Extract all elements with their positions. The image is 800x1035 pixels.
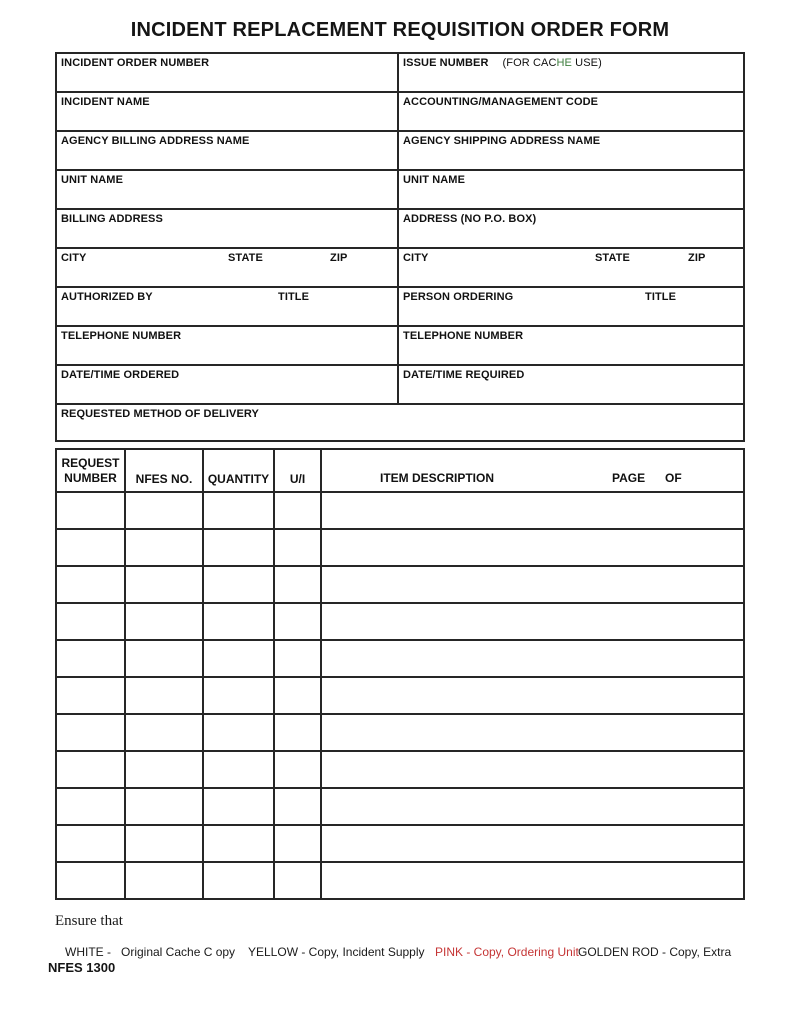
item-row [57,528,743,565]
header-label: NUMBER [64,470,117,485]
item-cell-c1 [57,567,126,602]
item-cell-c3 [204,641,275,676]
header-label: NFES NO. [135,472,193,486]
item-cell-c4 [275,567,322,602]
header-of-label: OF [665,471,682,485]
items-table-rows [57,491,743,898]
item-cell-c2 [126,789,204,824]
item-cell-c2 [126,604,204,639]
field-label: INCIDENT ORDER NUMBER [61,57,210,69]
item-cell-c3 [204,530,275,565]
header-label: QUANTITY [207,472,270,486]
item-cell-c5 [322,826,743,861]
item-cell-c5 [322,530,743,565]
field-billing-address [57,210,399,247]
item-cell-c2 [126,678,204,713]
item-row [57,602,743,639]
field-unit-name-right [399,171,743,208]
header-label: U/I [289,472,306,486]
field-label: DATE/TIME ORDERED [61,369,180,381]
item-cell-c3 [204,752,275,787]
item-row [57,861,743,898]
note-part: (FOR CAC [502,57,557,69]
item-cell-c1 [57,678,126,713]
item-cell-c5 [322,678,743,713]
item-cell-c4 [275,863,322,898]
field-row [57,132,743,171]
item-cell-c2 [126,530,204,565]
item-cell-c1 [57,789,126,824]
field-label: ADDRESS (NO P.O. BOX) [403,213,537,225]
item-row [57,713,743,750]
field-label: AGENCY SHIPPING ADDRESS NAME [403,135,601,147]
copy-legend-white: WHITE - Original Cache C opy [65,945,236,959]
header-request-number [57,450,126,491]
field-row [57,366,743,405]
item-row [57,750,743,787]
item-cell-c3 [204,678,275,713]
item-row [57,787,743,824]
field-label: ZIP [330,252,348,264]
item-cell-c1 [57,604,126,639]
field-unit-name-left [57,171,399,208]
field-row [57,210,743,249]
field-label: CITY [403,252,429,264]
field-label: INCIDENT NAME [61,96,150,108]
field-label: ZIP [688,252,706,264]
field-shipping-address [399,210,743,247]
item-cell-c4 [275,493,322,528]
item-cell-c5 [322,493,743,528]
field-label: REQUESTED METHOD OF DELIVERY [61,408,259,420]
header-ui [275,450,322,491]
item-row [57,491,743,528]
item-cell-c1 [57,493,126,528]
item-cell-c2 [126,567,204,602]
item-cell-c3 [204,493,275,528]
item-cell-c2 [126,826,204,861]
field-row [57,288,743,327]
items-table-header [57,450,743,491]
field-label: UNIT NAME [61,174,124,186]
item-row [57,639,743,676]
item-cell-c4 [275,604,322,639]
header-nfes-no [126,450,204,491]
field-city-state-zip-left [57,249,399,286]
item-cell-c1 [57,715,126,750]
item-cell-c1 [57,863,126,898]
item-cell-c3 [204,863,275,898]
copy-legend-goldenrod: GOLDEN ROD - Copy, Extra [578,945,732,959]
item-cell-c4 [275,789,322,824]
field-label: TITLE [645,291,677,303]
field-label: ACCOUNTING/MANAGEMENT CODE [403,96,599,108]
item-cell-c3 [204,715,275,750]
item-cell-c4 [275,678,322,713]
field-authorized-by [57,288,399,325]
field-label: TELEPHONE NUMBER [403,330,524,342]
item-cell-c2 [126,493,204,528]
field-label: STATE [228,252,263,264]
cache-use-note [503,57,602,69]
header-quantity [204,450,275,491]
field-datetime-required [399,366,743,403]
item-cell-c1 [57,530,126,565]
header-item-description [322,450,743,491]
header-label: REQUEST [61,455,120,470]
field-label: UNIT NAME [403,174,466,186]
item-cell-c5 [322,604,743,639]
field-label: ISSUE NUMBER [403,57,489,69]
field-label: STATE [595,252,630,264]
item-cell-c5 [322,789,743,824]
item-cell-c1 [57,752,126,787]
field-row [57,249,743,288]
header-label: ITEM DESCRIPTION [380,471,495,485]
field-label: AUTHORIZED BY [61,291,153,303]
item-cell-c4 [275,530,322,565]
page-title: INCIDENT REPLACEMENT REQUISITION ORDER FORM [130,19,670,41]
item-cell-c2 [126,715,204,750]
item-cell-c5 [322,752,743,787]
item-cell-c3 [204,604,275,639]
header-page-label: PAGE [612,471,646,485]
field-accounting-code [399,93,743,130]
field-delivery-method [57,405,743,440]
item-cell-c4 [275,752,322,787]
field-row-delivery [57,405,743,440]
item-cell-c5 [322,641,743,676]
field-telephone-left [57,327,399,364]
field-label: PERSON ORDERING [403,291,514,303]
item-cell-c1 [57,641,126,676]
item-row [57,676,743,713]
item-cell-c5 [322,715,743,750]
field-label: TITLE [278,291,310,303]
item-cell-c5 [322,863,743,898]
item-cell-c3 [204,789,275,824]
field-label: AGENCY BILLING ADDRESS NAME [61,135,250,147]
item-cell-c4 [275,826,322,861]
item-cell-c4 [275,641,322,676]
note-part: USE) [572,57,602,69]
copy-legend-yellow: YELLOW - Copy, Incident Supply [248,945,425,959]
field-label: TELEPHONE NUMBER [61,330,182,342]
field-telephone-right [399,327,743,364]
field-row [57,327,743,366]
note-part-green: HE [556,57,572,69]
field-agency-shipping-name [399,132,743,169]
field-label: DATE/TIME REQUIRED [403,369,525,381]
field-label: BILLING ADDRESS [61,213,163,225]
form-number: NFES 1300 [48,960,116,975]
item-cell-c4 [275,715,322,750]
copy-legend-pink: PINK - Copy, Ordering Unit [435,945,579,959]
item-cell-c1 [57,826,126,861]
item-cell-c3 [204,826,275,861]
field-row [57,171,743,210]
field-label: CITY [61,252,87,264]
item-row [57,824,743,861]
items-table [55,448,745,900]
item-cell-c5 [322,567,743,602]
field-issue-number [399,54,743,91]
item-cell-c2 [126,641,204,676]
item-cell-c2 [126,752,204,787]
item-cell-c2 [126,863,204,898]
field-datetime-ordered [57,366,399,403]
field-agency-billing-name [57,132,399,169]
ensure-note: Ensure that [55,913,123,929]
item-row [57,565,743,602]
header-fields-grid [55,52,745,442]
field-row [57,93,743,132]
field-incident-name [57,93,399,130]
field-city-state-zip-right [399,249,743,286]
field-person-ordering [399,288,743,325]
field-row [57,54,743,93]
item-cell-c3 [204,567,275,602]
field-incident-order-number [57,54,399,91]
